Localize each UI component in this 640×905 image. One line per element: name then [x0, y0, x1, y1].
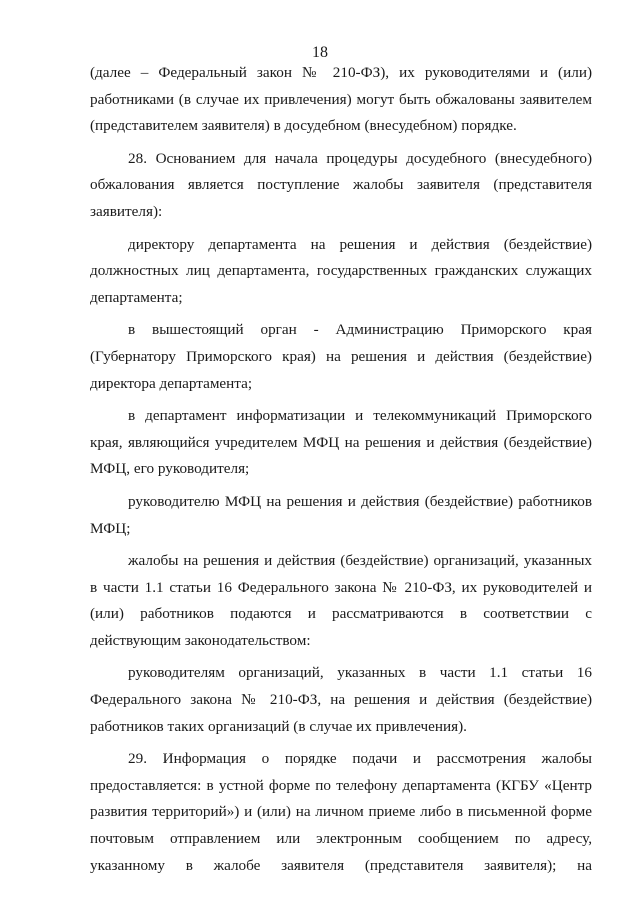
paragraph-organization-heads: руководителям организаций, указанных в части 1.1 статьи 16 Федерального закона № 210-ФЗ, на решения и действия (бездействие) работников таких организаций (в случае их привлечения).	[90, 664, 592, 735]
paragraph-organizations-complaints: жалобы на решения и действия (бездействие) организаций, указанных в части 1.1 статьи 16 Федерального закона № 210-ФЗ, их руководителей и (или) работников подаются и рассматриваются в соответствии с действующим законодательством:	[90, 552, 592, 649]
paragraph-higher-authority: в вышестоящий орган - Администрацию Приморского края (Губернатору Приморского края) на решения и действия (бездействие) директора департамента;	[90, 321, 592, 392]
page-number: 18	[312, 44, 328, 61]
document-body	[90, 60, 592, 885]
paragraph-item-29: 29. Информация о порядке подачи и рассмотрения жалобы предоставляется: в устной форме по телефону департамента (КГБУ «Центр развития территорий») и (или) на личном приеме либо в письменной форме почтовым отправлением или электронным сообщением по адресу, указанному в жалобе заявителя (представителя заявителя); на	[90, 750, 592, 874]
paragraph-continuation: (далее – Федеральный закон № 210-ФЗ), их руководителями и (или) работниками (в случае их привлечения) могут быть обжалованы заявителем (представителем заявителя) в досудебном (внесудебном) порядке.	[90, 64, 592, 135]
paragraph-item-28: 28. Основанием для начала процедуры досудебного (внесудебного) обжалования является поступление жалобы заявителя (представителя заявителя):	[90, 149, 592, 220]
paragraph-mfc-head: руководителю МФЦ на решения и действия (бездействие) работников МФЦ;	[90, 492, 592, 537]
paragraph-director: директору департамента на решения и действия (бездействие) должностных лиц департамента, государственных гражданских служащих департамента;	[90, 235, 592, 306]
paragraph-informatization-department: в департамент информатизации и телекоммуникаций Приморского края, являющийся учредителем МФЦ на решения и действия (бездействие) МФЦ, его руководителя;	[90, 407, 592, 478]
